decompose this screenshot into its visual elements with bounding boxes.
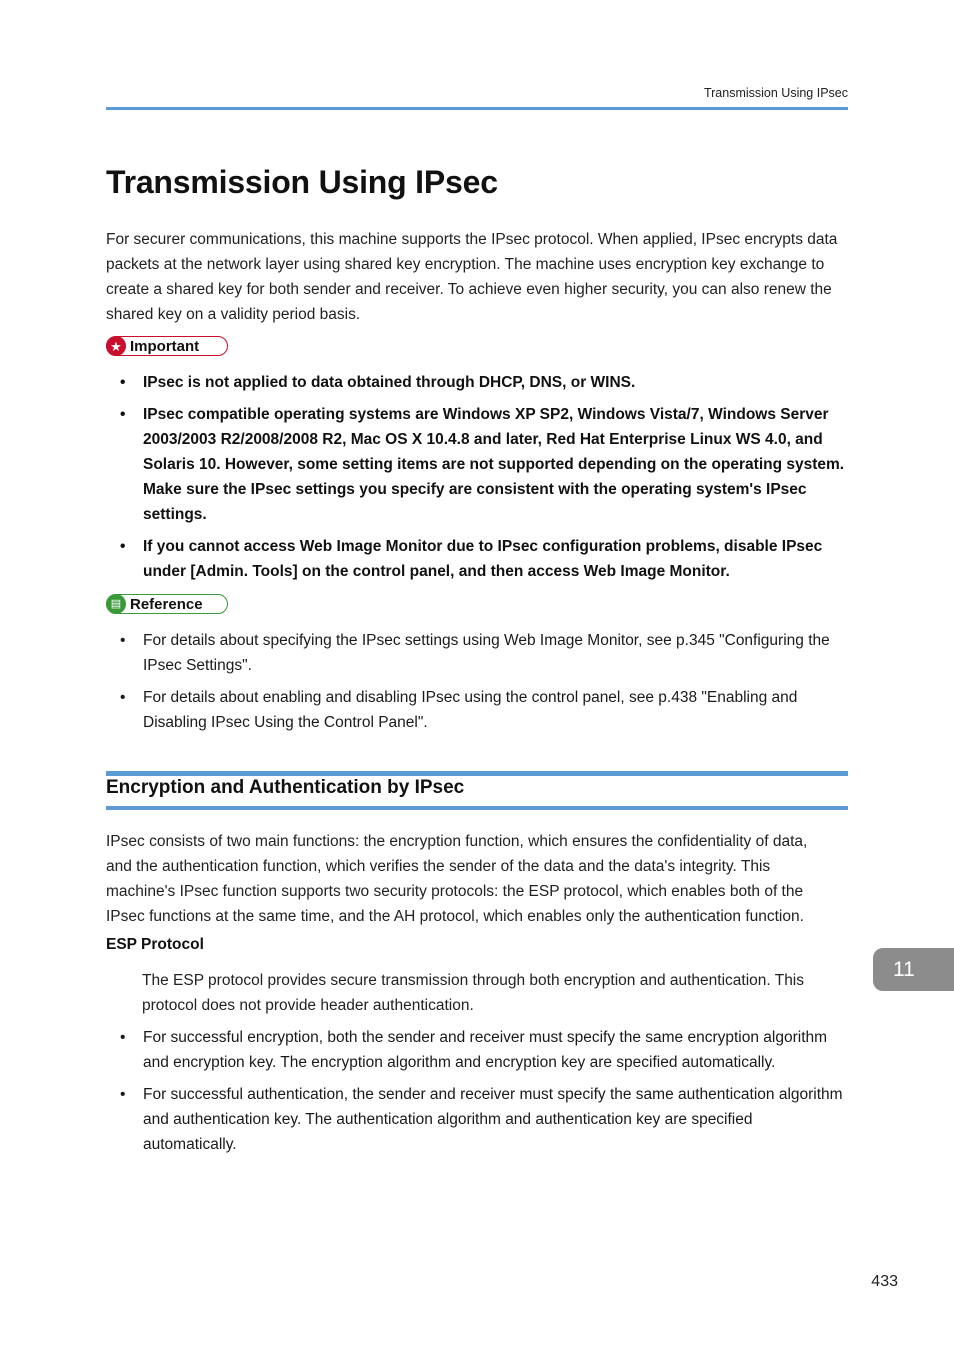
list-item: • IPsec is not applied to data obtained through DHCP, DNS, or WINS. [120,370,850,395]
section-title: Encryption and Authentication by IPsec [106,777,465,798]
list-item: • For successful encryption, both the sender and receiver must specify the same encryption algorithm and encryption key. The encryption algorithm and encryption key are specified automatically. [120,1025,850,1075]
section-rule-top [106,771,848,776]
reference-label: Reference [130,595,203,613]
reference-badge [106,594,228,614]
esp-heading: ESP Protocol [106,936,204,953]
important-label: Important [130,337,200,355]
important-badge [106,336,228,356]
important-list [120,370,850,591]
esp-paragraph: The ESP protocol provides secure transmission through both encryption and authentication. This protocol does not provide header authentication. [142,972,805,1014]
reference-list [120,628,850,742]
list-item: • If you cannot access Web Image Monitor due to IPsec configuration problems, disable IPsec under [Admin. Tools] on the control panel, and then access Web Image Monitor. [120,534,850,584]
page-number: 433 [871,1273,898,1290]
section-rule-bottom [106,806,848,810]
list-item: • For details about enabling and disabling IPsec using the control panel, see p.438 "Enabling and Disabling IPsec Using the Control Panel". [120,685,850,735]
header-rule [106,107,848,110]
list-item: • For details about specifying the IPsec settings using Web Image Monitor, see p.345 "Configuring the IPsec Settings". [120,628,850,678]
esp-list [120,1025,850,1164]
list-item: • For successful authentication, the sender and receiver must specify the same authentication algorithm and authentication key. The authentication algorithm and authentication key are specified automatically. [120,1082,850,1157]
running-header: Transmission Using IPsec [703,86,848,100]
list-item: • IPsec compatible operating systems are Windows XP SP2, Windows Vista/7, Windows Server 2003/2003 R2/2008/2008 R2, Mac OS X 10.4.8 and later, Red Hat Enterprise Linux WS 4.0, and Solaris 10. However, some setting items are not supported depending on the operating system. Make sure the IPsec settings you specify are consistent with the operating system's IPsec settings. [120,402,850,527]
section-paragraph: IPsec consists of two main functions: the encryption function, which ensures the confidentiality of data, and the authentication function, which verifies the sender of the data and the data's integrity. This machine's IPsec function supports two security protocols: the ESP protocol, which enables both of the IPsec functions at the same time, and the AH protocol, which enables only the authentication function. [106,833,808,925]
document-icon: ▤ [106,594,126,614]
intro-paragraph: For securer communications, this machine supports the IPsec protocol. When applied, IPsec encrypts data packets at the network layer using shared key encryption. The machine uses encryption key exchange to create a shared key for both sender and receiver. To achieve even higher security, you can also renew the shared key on a validity period basis. [106,231,838,323]
page-title: Transmission Using IPsec [106,164,498,200]
chapter-tab: 11 [873,948,954,991]
star-icon: ★ [106,336,126,356]
